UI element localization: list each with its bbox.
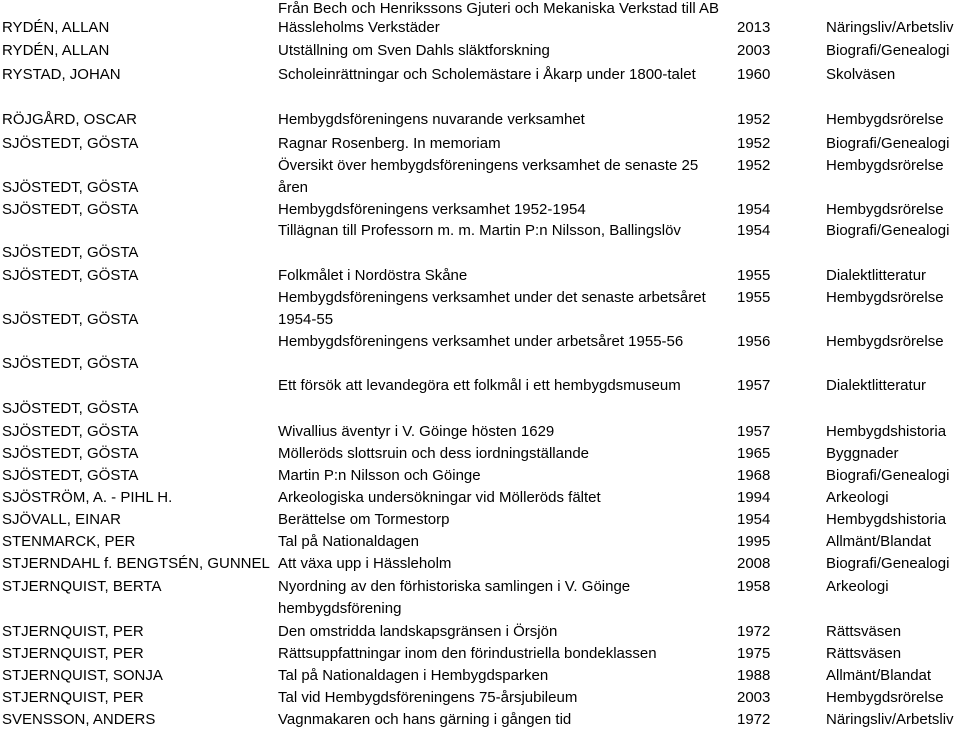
title-cell: Hässleholms Verkstäder	[278, 19, 440, 36]
year-cell: 1954	[737, 222, 771, 239]
title-cell: 1954-55	[278, 311, 334, 328]
category-cell: Hembygdshistoria	[826, 423, 947, 440]
title-cell: Den omstridda landskapsgränsen i Örsjön	[278, 623, 558, 640]
title-cell: Martin P:n Nilsson och Göinge	[278, 467, 481, 484]
year-cell: 1988	[737, 667, 771, 684]
author-cell: SJÖVALL, EINAR	[2, 511, 121, 528]
year-cell: 1952	[737, 111, 771, 128]
category-cell: Allmänt/Blandat	[826, 533, 932, 550]
title-cell: hembygdsförening	[278, 600, 402, 617]
category-cell: Skolväsen	[826, 66, 896, 83]
author-cell: SJÖSTEDT, GÖSTA	[2, 201, 139, 218]
author-cell: STJERNQUIST, PER	[2, 623, 144, 640]
year-cell: 1956	[737, 333, 771, 350]
author-cell: SJÖSTRÖM, A. - PIHL H.	[2, 489, 173, 506]
year-cell: 1955	[737, 267, 771, 284]
year-cell: 1954	[737, 201, 771, 218]
category-cell: Biografi/Genealogi	[826, 467, 950, 484]
author-cell: SJÖSTEDT, GÖSTA	[2, 311, 139, 328]
title-cell: Berättelse om Tormestorp	[278, 511, 450, 528]
year-cell: 1995	[737, 533, 771, 550]
year-cell: 1972	[737, 711, 771, 728]
title-cell: Ragnar Rosenberg. In memoriam	[278, 135, 501, 152]
author-cell: STJERNDAHL f. BENGTSÉN, GUNNEL	[2, 555, 270, 572]
title-cell: Tal på Nationaldagen	[278, 533, 419, 550]
title-cell: Mölleröds slottsruin och dess iordningställande	[278, 445, 590, 462]
category-cell: Dialektlitteratur	[826, 377, 927, 394]
category-cell: Arkeologi	[826, 578, 889, 595]
year-cell: 1952	[737, 157, 771, 174]
author-cell: SJÖSTEDT, GÖSTA	[2, 355, 139, 372]
author-cell: SJÖSTEDT, GÖSTA	[2, 179, 139, 196]
title-cell: Tillägnan till Professorn m. m. Martin P:n Nilsson, Ballingslöv	[278, 222, 681, 239]
year-cell: 2003	[737, 42, 771, 59]
author-cell: RÖJGÅRD, OSCAR	[2, 111, 138, 128]
author-cell: SJÖSTEDT, GÖSTA	[2, 135, 139, 152]
author-cell: SJÖSTEDT, GÖSTA	[2, 445, 139, 462]
title-cell: Wivallius äventyr i V. Göinge hösten 1629	[278, 423, 555, 440]
title-cell: åren	[278, 179, 309, 196]
category-cell: Näringsliv/Arbetsliv	[826, 711, 954, 728]
category-cell: Allmänt/Blandat	[826, 667, 932, 684]
category-cell: Arkeologi	[826, 489, 889, 506]
year-cell: 1954	[737, 511, 771, 528]
category-cell: Hembygdshistoria	[826, 511, 947, 528]
category-cell: Dialektlitteratur	[826, 267, 927, 284]
category-cell: Biografi/Genealogi	[826, 42, 950, 59]
title-cell: Ett försök att levandegöra ett folkmål i ett hembygdsmuseum	[278, 377, 681, 394]
category-cell: Hembygdsrörelse	[826, 201, 944, 218]
title-cell: Tal på Nationaldagen i Hembygdsparken	[278, 667, 549, 684]
title-cell: Utställning om Sven Dahls släktforskning	[278, 42, 550, 59]
category-cell: Rättsväsen	[826, 623, 902, 640]
author-cell: SJÖSTEDT, GÖSTA	[2, 400, 139, 417]
author-cell: SVENSSON, ANDERS	[2, 711, 156, 728]
year-cell: 1994	[737, 489, 771, 506]
category-cell: Hembygdsrörelse	[826, 333, 944, 350]
title-cell: Från Bech och Henrikssons Gjuteri och Mekaniska Verkstad till AB	[278, 0, 720, 17]
author-cell: STENMARCK, PER	[2, 533, 136, 550]
year-cell: 1957	[737, 377, 771, 394]
year-cell: 1960	[737, 66, 771, 83]
title-cell: Hembygdsföreningens verksamhet under det senaste arbetsåret	[278, 289, 706, 306]
title-cell: Hembygdsföreningens verksamhet 1952-1954	[278, 201, 586, 218]
author-cell: STJERNQUIST, BERTA	[2, 578, 162, 595]
category-cell: Biografi/Genealogi	[826, 135, 950, 152]
year-cell: 1958	[737, 578, 771, 595]
author-cell: SJÖSTEDT, GÖSTA	[2, 423, 139, 440]
category-cell: Byggnader	[826, 445, 899, 462]
author-cell: RYDÉN, ALLAN	[2, 19, 110, 36]
category-cell: Hembygdsrörelse	[826, 689, 944, 706]
author-cell: STJERNQUIST, SONJA	[2, 667, 163, 684]
year-cell: 1965	[737, 445, 771, 462]
author-cell: SJÖSTEDT, GÖSTA	[2, 267, 139, 284]
author-cell: STJERNQUIST, PER	[2, 689, 144, 706]
author-cell: RYSTAD, JOHAN	[2, 66, 121, 83]
title-cell: Tal vid Hembygdsföreningens 75-årsjubileum	[278, 689, 578, 706]
year-cell: 2003	[737, 689, 771, 706]
year-cell: 2013	[737, 19, 771, 36]
title-cell: Scholeinrättningar och Scholemästare i Åkarp under 1800-talet	[278, 66, 696, 83]
author-cell: SJÖSTEDT, GÖSTA	[2, 467, 139, 484]
year-cell: 1975	[737, 645, 771, 662]
title-cell: Arkeologiska undersökningar vid Mölleröds fältet	[278, 489, 601, 506]
year-cell: 2008	[737, 555, 771, 572]
title-cell: Vagnmakaren och hans gärning i gången tid	[278, 711, 572, 728]
title-cell: Rättsuppfattningar inom den förindustriella bondeklassen	[278, 645, 657, 662]
title-cell: Att växa upp i Hässleholm	[278, 555, 452, 572]
title-cell: Nyordning av den förhistoriska samlingen i V. Göinge	[278, 578, 631, 595]
year-cell: 1968	[737, 467, 771, 484]
year-cell: 1957	[737, 423, 771, 440]
category-cell: Rättsväsen	[826, 645, 902, 662]
author-cell: SJÖSTEDT, GÖSTA	[2, 244, 139, 261]
title-cell: Hembygdsföreningens nuvarande verksamhet	[278, 111, 585, 128]
year-cell: 1972	[737, 623, 771, 640]
category-cell: Hembygdsrörelse	[826, 289, 944, 306]
year-cell: 1952	[737, 135, 771, 152]
author-cell: STJERNQUIST, PER	[2, 645, 144, 662]
category-cell: Hembygdsrörelse	[826, 157, 944, 174]
category-cell: Hembygdsrörelse	[826, 111, 944, 128]
year-cell: 1955	[737, 289, 771, 306]
category-cell: Biografi/Genealogi	[826, 555, 950, 572]
title-cell: Hembygdsföreningens verksamhet under arbetsåret 1955-56	[278, 333, 684, 350]
author-cell: RYDÉN, ALLAN	[2, 42, 110, 59]
category-cell: Biografi/Genealogi	[826, 222, 950, 239]
category-cell: Näringsliv/Arbetsliv	[826, 19, 954, 36]
title-cell: Översikt över hembygdsföreningens verksamhet de senaste 25	[278, 157, 699, 174]
title-cell: Folkmålet i Nordöstra Skåne	[278, 267, 468, 284]
